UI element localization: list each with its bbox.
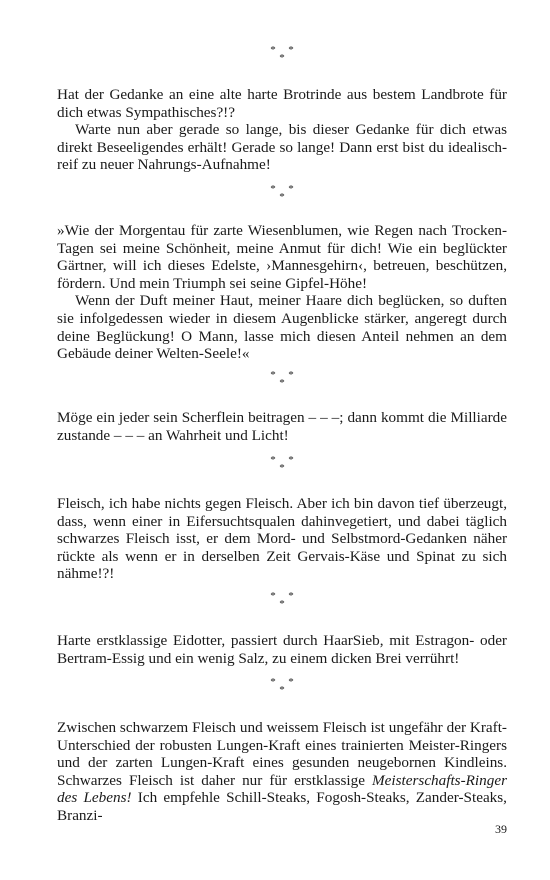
asterisk: * xyxy=(270,369,276,381)
section-divider-asterism xyxy=(57,45,507,67)
paragraph: Wenn der Duft meiner Haut, meiner Haare dich beglücken, so duften sie infolgedessen wieder in diesem Augenblicke stärker, angeregt durch deine Beglückung! O Mann, lasse mich diesen Anteil nehmen an dem Gebäude deiner Welten-Seele!« xyxy=(57,292,507,363)
asterisk: * xyxy=(270,676,276,688)
asterisk: * xyxy=(279,684,285,696)
text-section xyxy=(57,86,507,174)
section-divider-asterism xyxy=(57,677,507,699)
paragraph: »Wie der Morgentau für zarte Wiesenblumen, wie Regen nach Trocken-Tagen sei meine Schönheit, meine Anmut für dich! Wie ein beglückter Gärtner, will ich dieses Edelste, ›Mannesgehirn‹, betreuen, beschützen, fördern. Und mein Triumph sei seine Gipfel-Höhe! xyxy=(57,222,507,292)
section-divider-asterism xyxy=(57,370,507,392)
asterisk: * xyxy=(279,191,285,203)
page-number: 39 xyxy=(495,822,507,836)
asterisk: * xyxy=(270,183,276,195)
paragraph: Warte nun aber gerade so lange, bis dieser Gedanke für dich etwas direkt Beseeligendes erhält! Gerade so lange! Dann erst bist du idealisch-reif zu neuer Nahrungs-Aufnahme! xyxy=(57,121,507,174)
asterisk: * xyxy=(270,590,276,602)
paragraph: Möge ein jeder sein Scherflein beitragen – – –; dann kommt die Milliarde zustande – – – an Wahrheit und Licht! xyxy=(57,409,507,444)
asterisk: * xyxy=(279,598,285,610)
asterisk: * xyxy=(279,52,285,64)
asterisk: * xyxy=(270,454,276,466)
asterisk: * xyxy=(288,676,294,688)
asterisk: * xyxy=(288,369,294,381)
asterisk: * xyxy=(270,44,276,56)
text-section xyxy=(57,409,507,444)
text-section xyxy=(57,632,507,667)
asterisk: * xyxy=(288,590,294,602)
text-run: Ich empfehle Schill-Steaks, Fogosh-Steaks, Zander-Steaks, Branzi- xyxy=(57,789,507,824)
paragraph: Harte erstklassige Eidotter, passiert durch HaarSieb, mit Estragon- oder Bertram-Essig und ein wenig Salz, zu einem dicken Brei verrührt! xyxy=(57,632,507,667)
text-section xyxy=(57,222,507,363)
paragraph: Fleisch, ich habe nichts gegen Fleisch. Aber ich bin davon tief überzeugt, dass, wenn einer in Eifersuchtsqualen dahinvegetiert, und dabei täglich schwarzes Fleisch isst, er dem Mord- und Selbstmord-Gedanken näher rückte als wenn er in derselben Zeit Gervais-Käse und Spinat zu sich nähme!?! xyxy=(57,495,507,583)
paragraph: Hat der Gedanke an eine alte harte Brotrinde aus bestem Landbrote für dich etwas Sympathisches?!? xyxy=(57,86,507,121)
asterisk: * xyxy=(288,183,294,195)
text-section xyxy=(57,719,507,825)
section-divider-asterism xyxy=(57,184,507,206)
asterisk: * xyxy=(288,454,294,466)
asterisk: * xyxy=(279,462,285,474)
asterisk: * xyxy=(288,44,294,56)
section-divider-asterism xyxy=(57,591,507,613)
text-section xyxy=(57,495,507,583)
text-run: Zwischen schwarzem Fleisch und weissem Fleisch ist ungefähr der Kraft-Unterschied der robusten Lungen-Kraft eines trainierten Meister-Ringers und der zarten Lungen-Kraft eines gesunden neugebornen Kindleins. Schwarzes Fleisch ist daher nur für erstklassige xyxy=(57,719,507,789)
asterisk: * xyxy=(279,377,285,389)
italic-text-run: Meisterschafts-Ringer des Lebens! xyxy=(57,771,507,807)
book-page xyxy=(57,0,507,880)
paragraph xyxy=(57,719,507,825)
section-divider-asterism xyxy=(57,455,507,477)
